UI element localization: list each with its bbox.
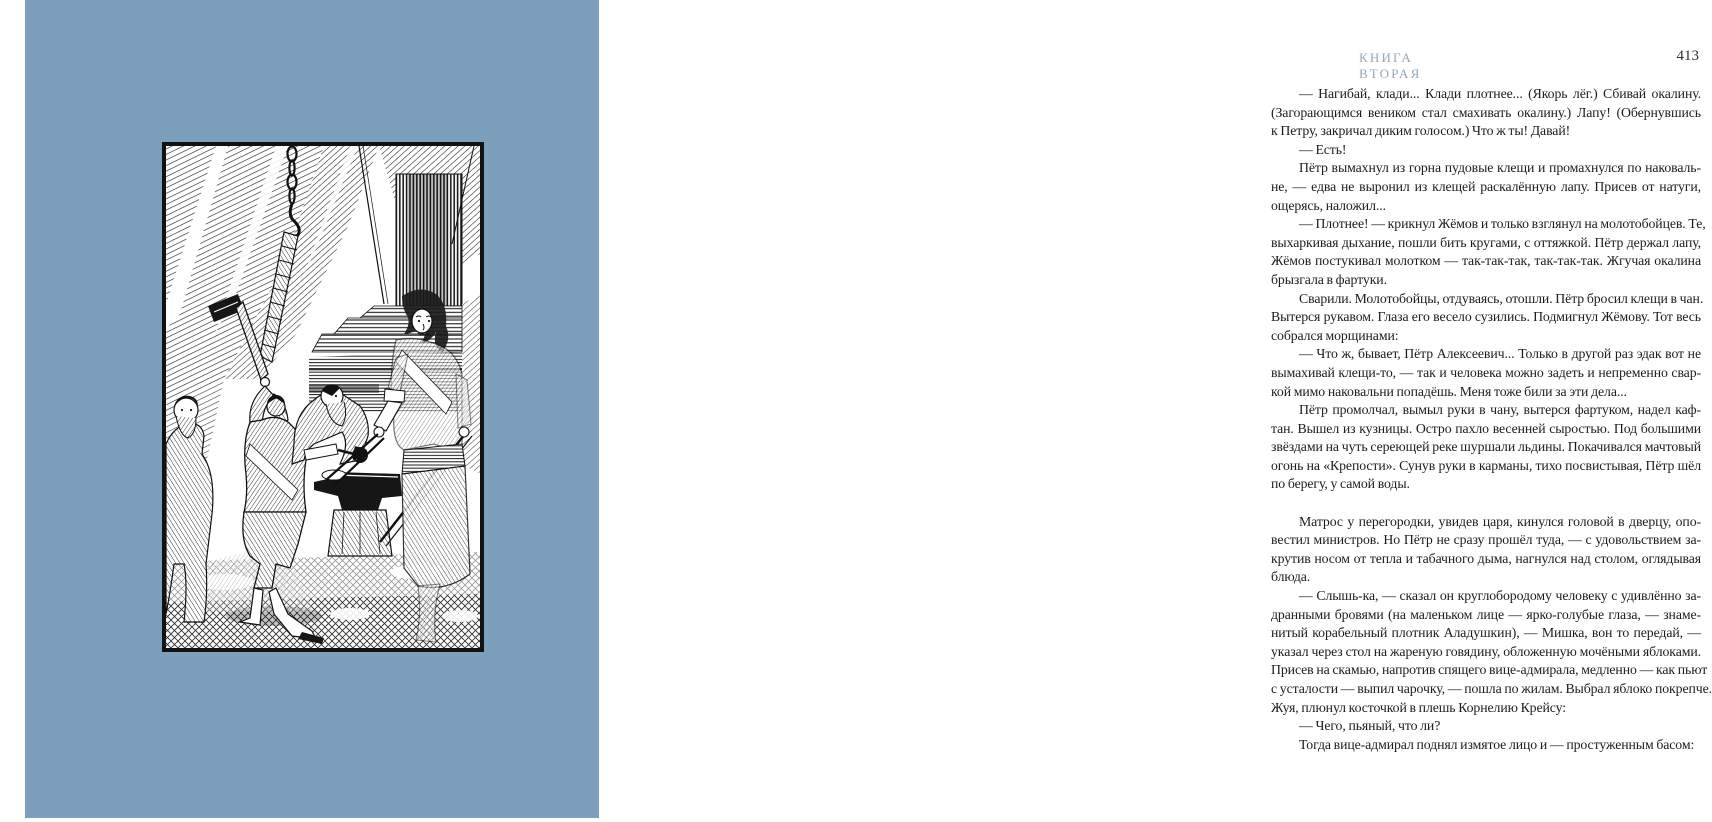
text-line: — Нагибай, клади... Клади плотнее... (Якорь лёг.) Сбивай окалину. xyxy=(1299,86,1701,101)
text-line: — Чего, пьяный, что ли? xyxy=(1299,718,1441,734)
text-block xyxy=(1271,85,1712,754)
paragraph xyxy=(1271,736,1701,755)
text-line: с усталости — выпил чарочку, — пошла по жилам. Выбрал яблоко покрепче. xyxy=(1271,681,1712,696)
text-line: ощерясь, наложил... xyxy=(1271,197,1386,213)
text-line: Вытерся рукавом. Глаза его весело сузились. Подмигнул Жёмову. Тот весь xyxy=(1271,309,1701,325)
paragraph xyxy=(1271,290,1704,346)
text-line: Сварили. Молотобойцы, отдуваясь, отошли. Пётр бросил клещи в чан. xyxy=(1299,290,1704,306)
paragraph xyxy=(1271,215,1706,289)
illustration-plate xyxy=(162,142,484,652)
paragraph xyxy=(1271,141,1701,160)
paragraph xyxy=(1271,159,1701,215)
text-line: Жуя, плюнул косточкой в плешь Корнелию Крейсу: xyxy=(1271,699,1566,715)
text-line: брызгала в фартуки. xyxy=(1271,271,1387,287)
text-line: Жёмов постукивал молотком — так-так-так, так-так-так. Жгучая окалина xyxy=(1271,253,1701,269)
paragraph xyxy=(1271,717,1701,736)
text-line: вымахивай клещи-то, — так и человека можно задеть и непременно свар- xyxy=(1271,364,1701,380)
text-line: кой мимо наковальни попадёшь. Меня тоже били за эти дела... xyxy=(1271,383,1627,399)
running-head: КНИГА ВТОРАЯ xyxy=(1359,50,1422,81)
text-line: не, — едва не выронил из клещей раскалённую лапу. Присев от натуги, xyxy=(1271,178,1701,194)
paragraph xyxy=(1271,401,1701,494)
text-line: звёздами на чуть сереющей реке шуршали льдины. Покачивался мачтовый xyxy=(1271,439,1701,455)
text-line: крутив носом от тепла и табачного дыма, нагнулся над столом, оглядывая xyxy=(1271,550,1701,566)
left-page xyxy=(25,0,599,818)
paragraph xyxy=(1271,513,1701,587)
text-line: вестил министров. Но Пётр не сразу прошёл туда, — с удовольствием за- xyxy=(1271,532,1701,548)
text-line: блюда. xyxy=(1271,569,1311,585)
paragraph xyxy=(1271,85,1701,141)
text-line: указал через стол на жареную говядину, обложенную мочёными яблоками. xyxy=(1271,643,1701,659)
text-line: нитый корабельный плотник Аладушкин), — Мишка, вон то передай, — xyxy=(1271,625,1701,641)
right-page xyxy=(599,0,1712,822)
forge-engraving xyxy=(164,144,482,650)
text-line: (Загорающимся веником стал смахивать окалину.) Лапу! (Обернувшись xyxy=(1271,104,1701,120)
text-line: Пётр вымахнул из горна пудовые клещи и промахнулся по наковаль- xyxy=(1299,160,1701,176)
text-line: — Есть! xyxy=(1299,141,1347,157)
paragraph xyxy=(1271,345,1701,401)
text-line: собрался морщинами: xyxy=(1271,327,1399,343)
text-line: выхаркивая дыхание, пошли бить кругами, с оттяжкой. Пётр держал лапу, xyxy=(1271,234,1701,250)
text-line: Пётр промолчал, вымыл руки в чану, вытерся фартуком, надел каф- xyxy=(1299,402,1701,418)
text-line: огонь на «Крепости». Сунув руки в карманы, тихо посвистывая, Пётр шёл xyxy=(1271,457,1701,473)
text-line: Присев на скамью, напротив спящего вице-адмирала, медленно — как пьют xyxy=(1271,662,1708,678)
text-line: по берегу, у самой воды. xyxy=(1271,476,1410,492)
text-line: — Что ж, бывает, Пётр Алексеевич... Только в другой раз эдак вот не xyxy=(1299,346,1701,362)
text-line: — Плотнее! — крикнул Жёмов и только взглянул на молотобойцев. Те, xyxy=(1299,216,1706,232)
text-line: тан. Вышел из кузницы. Остро пахло весенней сыростью. Под большими xyxy=(1271,420,1701,436)
text-line: — Слышь-ка, — сказал он круглобородому человеку с удивлённо за- xyxy=(1299,588,1701,604)
text-line: Матрос у перегородки, увидев царя, кинулся головой в дверцу, опо- xyxy=(1299,513,1701,529)
text-line: дранными бровями (на маленьком лице — ярко-голубые глаза, — знаме- xyxy=(1271,606,1701,622)
text-line: Тогда вице-адмирал поднял измятое лицо и — простуженным басом: xyxy=(1299,736,1695,752)
text-line: к Петру, закричал диким голосом.) Что ж ты! Давай! xyxy=(1271,123,1571,139)
page-number: 413 xyxy=(1676,48,1699,64)
paragraph xyxy=(1271,587,1712,717)
